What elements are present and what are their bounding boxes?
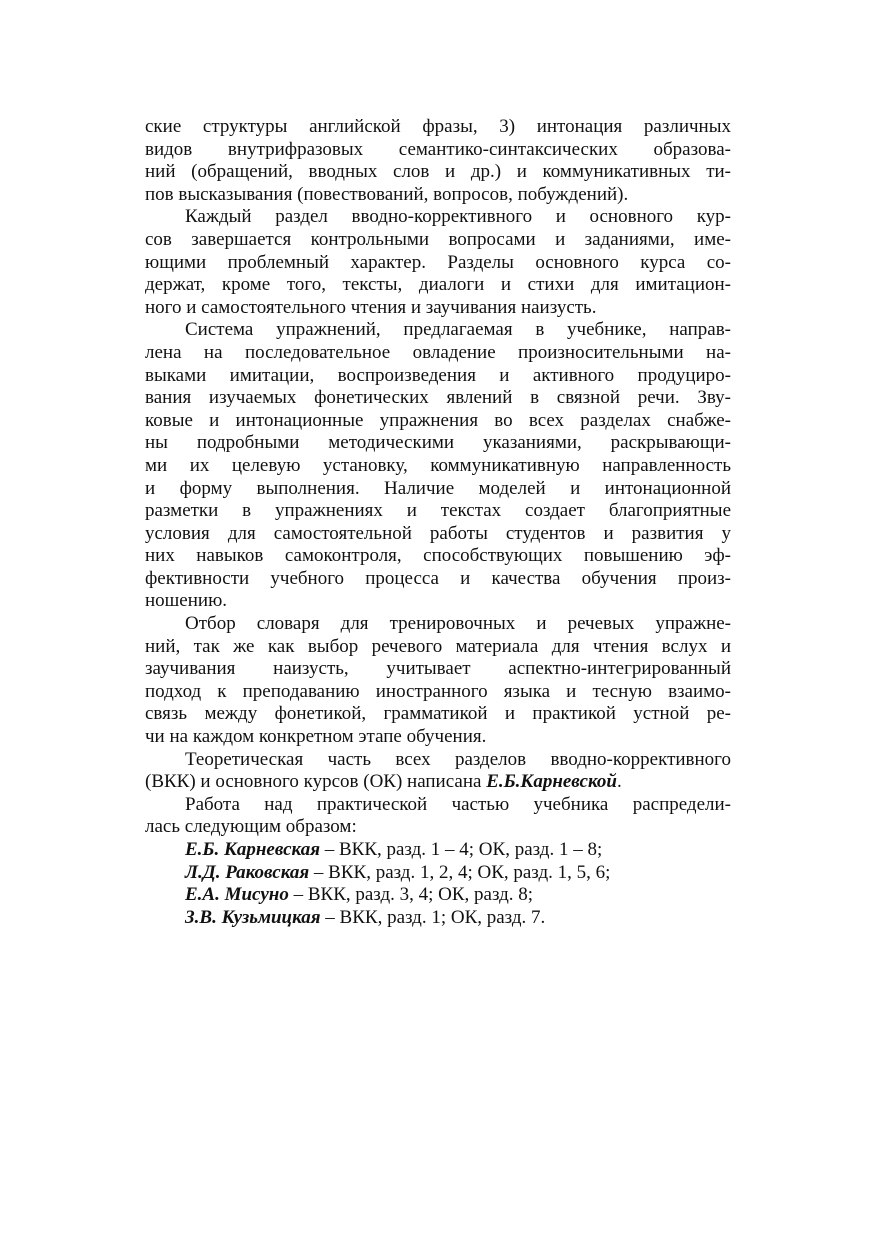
text-line: Отбор словаря для тренировочных и речевых упражне-	[185, 613, 731, 635]
text-fragment: (ВКК) и основного курсов (ОК) написана	[145, 771, 487, 793]
text-line: ющими проблемный характер. Разделы основного курса со-	[145, 251, 731, 273]
authors-list	[145, 839, 731, 929]
document-page	[145, 116, 731, 929]
text-line: Работа над практической частью учебника распредели-	[185, 793, 731, 815]
paragraph-practice	[145, 794, 731, 839]
author-separator: –	[319, 839, 339, 860]
text-line: заучивания наизусть, учитывает аспектно-интегрированный	[145, 658, 731, 680]
author-parts: ВКК, разд. 3, 4; ОК, разд. 8;	[307, 884, 534, 906]
text-line: держат, кроме того, тексты, диалоги и стихи для имитацион-	[145, 274, 731, 296]
paragraph-theory	[145, 749, 731, 794]
author-parts: ВКК, разд. 1, 2, 4; ОК, разд. 1, 5, 6;	[328, 861, 611, 883]
paragraph-exercises	[145, 319, 731, 613]
author-name: Е.Б. Карневская	[185, 839, 320, 860]
author-name: Л.Д. Раковская	[185, 861, 310, 883]
text-line: подход к преподаванию иностранного языка и тесную взаимо-	[145, 680, 731, 702]
paragraph-vocabulary	[145, 613, 731, 749]
text-line: фективности учебного процесса и качества обучения произ-	[145, 567, 731, 589]
text-line: ний, так же как выбор речевого материала для чтения вслух и	[145, 635, 731, 657]
author-separator: –	[309, 861, 329, 883]
text-line: лась следующим образом:	[145, 816, 357, 838]
author-entry	[145, 862, 731, 885]
text-line: разметки в упражнениях и текстах создает благоприятные	[145, 500, 731, 522]
text-fragment: .	[616, 771, 622, 793]
author-name: Е.Б.Карневской	[486, 771, 617, 793]
text-line: них навыков самоконтроля, способствующих повышению эф-	[145, 545, 731, 567]
text-line: ми их целевую установку, коммуникативную направленность	[145, 454, 731, 476]
author-parts: ВКК, разд. 1; ОК, разд. 7.	[339, 906, 546, 928]
text-line: сов завершается контрольными вопросами и заданиями, име-	[145, 228, 731, 250]
text-line: Система упражнений, предлагаемая в учебнике, направ-	[185, 319, 731, 341]
paragraph-sections	[145, 206, 731, 319]
text-line: ковые и интонационные упражнения во всех разделах снабже-	[145, 409, 731, 431]
text-line: ношению.	[145, 590, 228, 612]
text-line: выками имитации, воспроизведения и активного продуциро-	[145, 364, 731, 386]
author-name: Е.А. Мисуно	[185, 884, 289, 906]
text-line: лена на последовательное овладение произносительными на-	[145, 341, 731, 363]
text-line: ские структуры английской фразы, 3) интонация различных	[145, 116, 731, 137]
text-line: связь между фонетикой, грамматикой и практикой устной ре-	[145, 703, 731, 725]
author-entry	[145, 907, 731, 930]
author-entry	[145, 884, 731, 907]
text-line: Теоретическая часть всех разделов вводно-коррективного	[185, 748, 731, 770]
text-line: видов внутрифразовых семантико-синтаксических образова-	[145, 138, 731, 160]
text-line: ного и самостоятельного чтения и заучивания наизусть.	[145, 296, 597, 318]
text-line: ний (обращений, вводных слов и др.) и коммуникативных ти-	[145, 161, 731, 183]
text-line: Каждый раздел вводно-коррективного и основного кур-	[185, 206, 731, 228]
author-entry	[145, 839, 731, 862]
text-line: пов высказывания (повествований, вопросов, побуждений).	[145, 183, 629, 205]
text-line: ны подробными методическими указаниями, раскрывающи-	[145, 432, 731, 454]
author-name: З.В. Кузьмицкая	[185, 906, 321, 928]
author-separator: –	[320, 906, 340, 928]
text-line: и форму выполнения. Наличие моделей и интонационной	[145, 477, 731, 499]
text-line: чи на каждом конкретном этапе обучения.	[145, 726, 487, 748]
text-line: условия для самостоятельной работы студентов и развития у	[145, 522, 731, 544]
text-line	[145, 771, 731, 794]
paragraph-structures	[145, 116, 731, 206]
text-line: вания изучаемых фонетических явлений в связной речи. Зву-	[145, 387, 731, 409]
author-separator: –	[288, 884, 308, 906]
author-parts: ВКК, разд. 1 – 4; ОК, разд. 1 – 8;	[338, 839, 603, 860]
